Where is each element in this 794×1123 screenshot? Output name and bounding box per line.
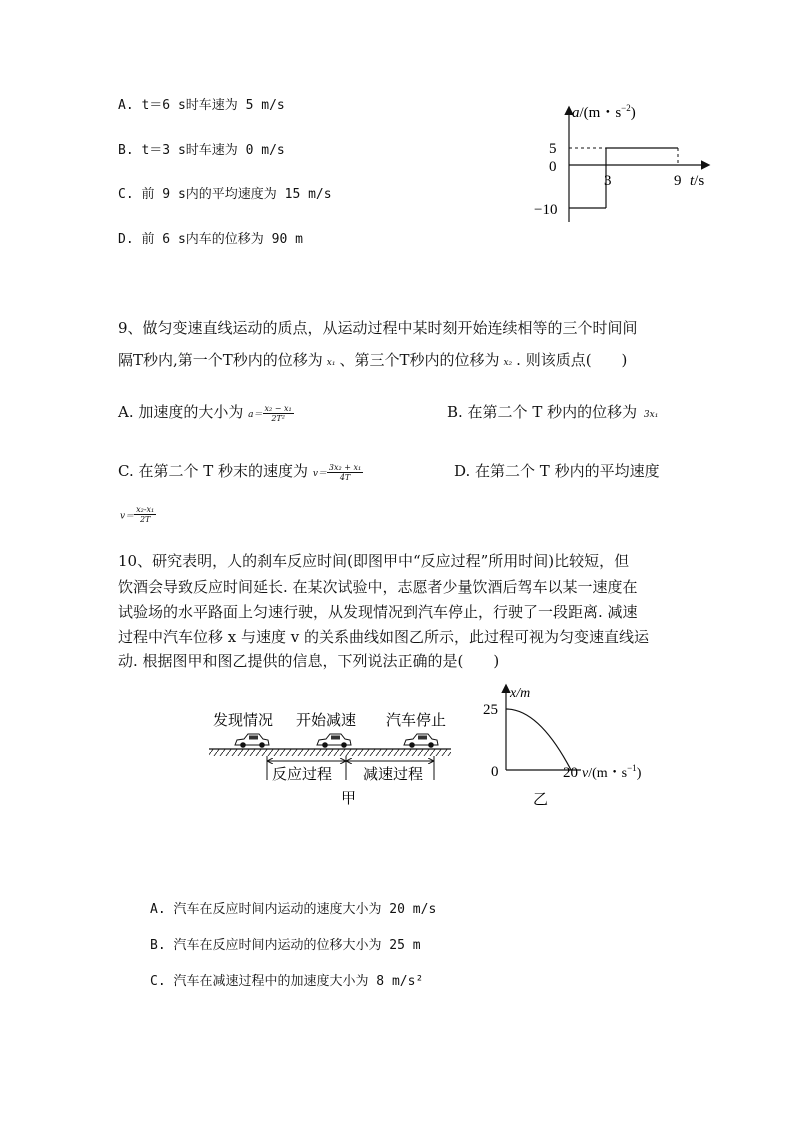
q9-stem-line2: 隔T秒内,第一个T秒内的位移为 x₁ 、第三个T秒内的位移为 x₂ . 则该质点( ) (118, 351, 628, 369)
q9-c-formula: $\frac{\text{3x₂ + x₁}}{4T}$ (328, 462, 362, 482)
x1-symbol: x₁ (326, 358, 336, 368)
label-decel: 减速过程 (363, 767, 424, 783)
x-v-curve (506, 709, 571, 770)
y-tick-0: 0 (549, 159, 557, 175)
q9-option-c: C. 在第二个 T 秒末的速度为 v＝ $\frac{\text{3x₂ + x₁}}{4T}$ (118, 462, 362, 482)
label-stop: 汽车停止 (386, 713, 447, 729)
label-reaction: 反应过程 (272, 767, 333, 783)
q10-stem-line2: 饮酒会导致反应时间延长. 在某次试验中，志愿者少量饮酒后驾车以某一速度在 (118, 578, 638, 596)
figure-yi (475, 680, 655, 810)
q8-option-b: B. t＝3 s时车速为 0 m/s (118, 143, 285, 158)
q10-stem-line4: 过程中汽车位移 x 与速度 v 的关系曲线如图乙所示，此过程可视为匀变速直线运 (118, 628, 650, 646)
q9-option-d: D. 在第二个 T 秒内的平均速度 (454, 462, 660, 480)
car-icon-3 (404, 734, 438, 748)
x-tick-9: 9 (674, 173, 682, 189)
car-icon-2 (317, 734, 351, 748)
yi-origin: 0 (491, 764, 499, 780)
yi-y-tick-25: 25 (483, 702, 498, 718)
q9-option-d-formula: v＝ $\frac{\text{x₂-x₁}}{2T}$ (120, 505, 155, 524)
car-icon-1 (235, 734, 269, 748)
label-start-decel: 开始减速 (296, 713, 357, 729)
q8-option-c: C. 前 9 s内的平均速度为 15 m/s (118, 187, 332, 202)
ylabel: a/(m・$s^{-2}$) (572, 103, 636, 121)
q9-a-formula: $\frac{\text{x₂ − x₁}}{\text{2T²}}$ (264, 403, 292, 423)
yi-x-tick-20: 20 (563, 765, 578, 781)
x2-symbol: x₂ (503, 358, 513, 368)
road-hatch (209, 749, 451, 756)
caption-yi: 乙 (533, 792, 549, 808)
q10-stem-line3: 试验场的水平路面上匀速行驶，从发现情况到汽车停止，行驶了一段距离. 减速 (118, 603, 638, 621)
y-tick-neg10: −10 (534, 202, 558, 218)
label-discover: 发现情况 (213, 713, 274, 729)
q10-option-c: C. 汽车在减速过程中的加速度大小为 8 m/s² (150, 974, 424, 989)
xlabel: t/s (690, 173, 705, 189)
q8-option-d: D. 前 6 s内车的位移为 90 m (118, 232, 303, 247)
x-tick-3: 3 (604, 173, 612, 189)
acceleration-time-graph (520, 96, 720, 231)
yi-xlabel: v/(m・$s^{-1}$) (582, 763, 642, 781)
q8-option-a: A. t＝6 s时车速为 5 m/s (118, 98, 285, 113)
figure-jia (205, 704, 465, 809)
q10-stem-line1: 10、研究表明，人的刹车反应时间(即图甲中“反应过程”所用时间)比较短，但 (118, 552, 630, 570)
yi-ylabel: x/m (510, 686, 531, 701)
q9-option-b: B. 在第二个 T 秒内的位移为 3x₁ (447, 403, 659, 421)
q9-option-a: A. 加速度的大小为 a＝ $\frac{\text{x₂ − x₁}}{\text{2T²}}$ (118, 403, 292, 423)
caption-jia: 甲 (341, 791, 357, 807)
q9-stem-line1: 9、做匀变速直线运动的质点，从运动过程中某时刻开始连续相等的三个时间间 (118, 319, 638, 337)
q10-option-b: B. 汽车在反应时间内运动的位移大小为 25 m (150, 938, 421, 953)
q10-stem-line5: 动. 根据图甲和图乙提供的信息，下列说法正确的是( ) (118, 652, 500, 670)
y-tick-5: 5 (549, 141, 557, 157)
q10-option-a: A. 汽车在反应时间内运动的速度大小为 20 m/s (150, 902, 437, 917)
